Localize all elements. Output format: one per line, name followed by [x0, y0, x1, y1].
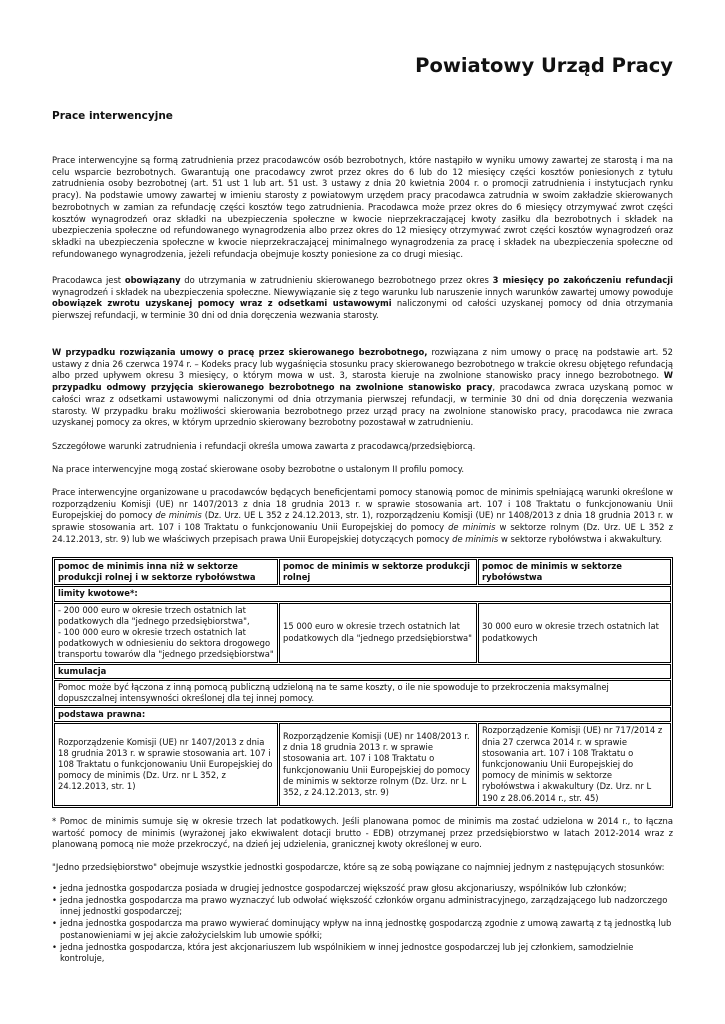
table-header-cell: pomoc de minimis w sektorze rybołówstwa	[478, 559, 671, 585]
list-item: • jedna jednostka gospodarcza, która jest akcjonariuszem lub wspólnikiem w innej jednostce gospodarczej lub jej członkiem, samodzielnie kontroluje,	[52, 942, 673, 965]
single-undertaking-definition: "Jedno przedsiębiorstwo" obejmuje wszystkie jednostki gospodarcze, które są ze sobą powiązane co najmniej jednym z następujących stosunków:	[52, 862, 665, 872]
paragraph-profile: Na prace interwencyjne mogą zostać skierowane osoby bezrobotne o ustalonym II profilu pomocy.	[52, 464, 465, 474]
table-row	[54, 603, 671, 663]
table-cell: Rozporządzenie Komisji (UE) nr 1408/2013 r. z dnia 18 grudnia 2013 r. w sprawie stosowania art. 107 i 108 Traktatu o funkcjonowaniu Unii Europejskiej do pomocy de minimis w sektorze rolnym (Dz. Urz. nr L 352, z 24.12.2013, str. 9)	[279, 723, 477, 805]
table-section-row	[54, 664, 671, 679]
table-header-cell: pomoc de minimis inna niż w sektorze produkcji rolnej i w sektorze rybołówstwa	[54, 559, 278, 585]
footnote-cumulation: * Pomoc de minimis sumuje się w okresie trzech lat podatkowych. Jeśli planowana pomoc de minimis ma zostać udzielona w 2014 r., to łączna wartość pomocy de minimis (wyrażonej jako ekwiwalent dotacji brutto - EDB) otrzymanej przez przedsiębiorstwo w latach 2012-2014 wraz z planowaną pomocą nie może przekroczyć, na dzień jej udzielenia, granicznej kwoty określonej w euro.	[52, 816, 673, 850]
table-row	[54, 680, 671, 706]
list-item: • jedna jednostka gospodarcza ma prawo wyznaczyć lub odwołać większość członków organu administracyjnego, zarządzającego lub nadzorczego innej jednostki gospodarczej;	[52, 895, 673, 918]
de-minimis-table	[52, 557, 673, 808]
table-cell: - 200 000 euro w okresie trzech ostatnich lat podatkowych dla "jednego przedsiębiorstwa", - 100 000 euro w okresie trzech ostatnich lat podatkowych w odniesieniu do sektora drogowego transportu towarów dla "jednego przedsiębiorstwa"	[54, 603, 278, 663]
section-title: Prace interwencyjne	[52, 110, 173, 122]
table-section-row	[54, 586, 671, 601]
list-item: • jedna jednostka gospodarcza ma prawo wywierać dominujący wpływ na inną jednostkę gospodarczą zgodnie z umową zawartą z tą jednostką lub postanowieniami w jej akcie założycielskim lub umowie spółki;	[52, 918, 673, 941]
table-section-row	[54, 707, 671, 722]
table-cell: 30 000 euro w okresie trzech ostatnich lat podatkowych	[478, 603, 671, 663]
table-cell: Rozporządzenie Komisji (UE) nr 717/2014 z dnia 27 czerwca 2014 r. w sprawie stosowania art. 107 i 108 Traktatu o funkcjonowaniu Unii Europejskiej do pomocy de minimis w sektorze rybołówstwa i akwakultury (Dz. Urz. nr L 190 z 28.06.2014 r., str. 45)	[478, 723, 671, 805]
paragraph-obligation: Pracodawca jest obowiązany do utrzymania w zatrudnieniu skierowanego bezrobotnego przez okres 3 miesięcy po zakończeniu refundacji wynagrodzeń i składek na ubezpieczenia społeczne. Niewywiązanie się z tego warunku lub naruszenie innych warunków zawartej umowy powoduje obowiązek zwrotu uzyskanej pomocy wraz z odsetkami ustawowymi naliczonymi od całości uzyskanej pomocy od dnia otrzymania pierwszej refundacji, w terminie 30 dni od dnia doręczenia wezwania starosty.	[52, 275, 673, 321]
list-item: • jedna jednostka gospodarcza posiada w drugiej jednostce gospodarczej większość praw głosu akcjonariuszy, wspólników lub członków;	[52, 883, 673, 895]
paragraph-agreement: Szczegółowe warunki zatrudnienia i refundacji określa umowa zawarta z pracodawcą/przedsiębiorcą.	[52, 441, 476, 451]
table-cell: Rozporządzenie Komisji (UE) nr 1407/2013 z dnia 18 grudnia 2013 r. w sprawie stosowania art. 107 i 108 Traktatu o funkcjonowaniu Unii Europejskiej do pomocy de minimis (Dz. Urz. nr L 352, z 24.12.2013, str. 1)	[54, 723, 278, 805]
paragraph-intro: Prace interwencyjne są formą zatrudnienia przez pracodawców osób bezrobotnych, które nastąpiło w wyniku umowy zawartej ze starostą i ma na celu wsparcie bezrobotnych. Gwarantują one pracodawcy zwrot przez okres do 6 lub do 12 miesięcy części kosztów poniesionych z tytułu zatrudnienia osoby bezrobotnej (art. 51 ust 1 lub art. 51 ust. 3 ustawy z dnia 20 kwietnia 2004 r. o promocji zatrudnienia i instytucjach rynku pracy). Na podstawie umowy zawartej w imieniu starosty z powiatowym urzędem pracy pracodawca zatrudnia w swoim zakładzie skierowanych bezrobotnych w zamian za refundację części kosztów tego zatrudnienia. Pracodawca może przez okres do 6 miesięcy otrzymywać zwrot części kosztów wynagrodzeń oraz składki na ubezpieczenia społeczne w kwocie nieprzekraczającej kwoty zasiłku dla bezrobotnych i składek na ubezpieczenia społeczne od refundowanego wynagrodzenia albo przez okres do 12 miesięcy otrzymywać zwrot części kosztów wynagrodzeń oraz składki na ubezpieczenia społeczne w kwocie nieprzekraczającej minimalnego wynagrodzenia za pracę i składek na ubezpieczenia społeczne od refundowanego wynagrodzenia, jeżeli refundacja obejmuje koszty poniesione za co drugi miesiąc.	[52, 155, 673, 259]
table-header-row	[54, 559, 671, 585]
relationship-list	[52, 883, 673, 965]
table-row	[54, 723, 671, 805]
office-title: Powiatowy Urząd Pracy	[415, 54, 673, 77]
table-cell: 15 000 euro w okresie trzech ostatnich lat podatkowych dla "jednego przedsiębiorstwa"	[279, 603, 477, 663]
legal-basis-label: podstawa prawna:	[54, 707, 671, 722]
table-header-cell: pomoc de minimis w sektorze produkcji rolnej	[279, 559, 477, 585]
paragraph-termination: W przypadku rozwiązania umowy o pracę przez skierowanego bezrobotnego, rozwiązana z nim umowy o pracę na podstawie art. 52 ustawy z dnia 26 czerwca 1974 r. – Kodeks pracy lub wygaśnięcia stosunku pracy skierowanego bezrobotnego w trakcie okresu objętego refundacją albo przed upływem okresu 3 miesięcy, o którym mowa w ust. 3, starosta kieruje na zwolnione stanowisko pracy innego bezrobotnego. W przypadku odmowy przyjęcia skierowanego bezrobotnego na zwolnione stanowisko pracy, pracodawca zwraca uzyskaną pomoc w całości wraz z odsetkami ustawowymi naliczonymi od dnia otrzymania pierwszej refundacji, w terminie 30 dni od dnia doręczenia wezwania starosty. W przypadku braku możliwości skierowania bezrobotnego przez urząd pracy na zwolnione stanowisko pracy, pracodawca nie zwraca uzyskanej pomocy za okres, w którym uprzednio skierowany bezrobotny pozostawał w zatrudnieniu.	[52, 347, 673, 428]
cumulation-label: kumulacja	[54, 664, 671, 679]
table-cell: Pomoc może być łączona z inną pomocą publiczną udzieloną na te same koszty, o ile nie spowoduje to przekroczenia maksymalnej dopuszczalnej intensywności określonej dla tej innej pomocy.	[54, 680, 671, 706]
limits-label: limity kwotowe*:	[54, 586, 671, 601]
paragraph-de-minimis: Prace interwencyjne organizowane u pracodawców będących beneficjentami pomocy stanowią pomoc de minimis spełniającą warunki określone w rozporządzeniu Komisji (UE) nr 1407/2013 z dnia 18 grudnia 2013 r. w sprawie stosowania art. 107 i 108 Traktatu o funkcjonowaniu Unii Europejskiej do pomocy de minimis (Dz. Urz. UE L 352 z 24.12.2013, str. 1), rozporządzeniu Komisji (UE) nr 1408/2013 z dnia 18 grudnia 2013 r. w sprawie stosowania art. 107 i 108 Traktatu o funkcjonowaniu Unii Europejskiej do pomocy de minimis w sektorze rolnym (Dz. Urz. UE L 352 z 24.12.2013, str. 9) lub we właściwych przepisach prawa Unii Europejskiej dotyczących pomocy de minimis w sektorze rybołówstwa i akwakultury.	[52, 487, 673, 544]
